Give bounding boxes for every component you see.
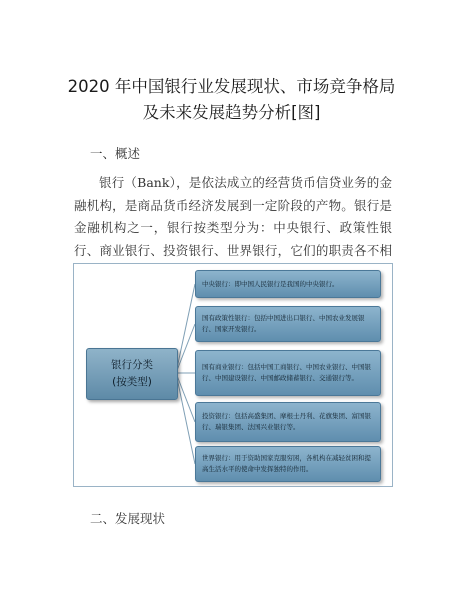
section-heading-overview: 一、概述	[90, 146, 141, 161]
node-commercial-bank	[195, 350, 381, 396]
root-node	[86, 348, 178, 400]
node-investment-bank	[195, 402, 381, 442]
node-policy-bank	[195, 306, 381, 342]
article-title	[40, 74, 423, 126]
node-text: 国有商业银行：包括中国工商银行、中国农业银行、中国银行、中国建设银行、中国邮政储蓄银行、交通银行等。	[202, 363, 371, 382]
title-line-1: 2020 年中国银行业发展现状、市场竞争格局	[67, 77, 396, 96]
node-central-bank	[195, 270, 381, 298]
connector-line	[176, 284, 195, 373]
bank-classification-diagram	[73, 263, 393, 487]
node-world-bank	[195, 446, 381, 482]
root-node-line-1: 银行分类	[111, 359, 153, 371]
connector-line	[176, 373, 195, 464]
title-line-2: 及未来发展趋势分析[图]	[142, 103, 321, 122]
connector-line	[176, 373, 195, 422]
node-text: 中央银行：即中国人民银行是我国的中央银行。	[202, 279, 339, 288]
node-text: 世界银行：用于资助国家克服穷困，各机构在减轻贫困和提高生活水平的使命中发挥独特的作用。	[202, 454, 371, 473]
section-heading-development: 二、发展现状	[90, 511, 166, 526]
connector-line	[176, 324, 195, 373]
node-text: 投资银行：包括高盛集团、摩根士丹利、花旗集团、富国银行、瑞银集团、法国兴业银行等。	[202, 412, 371, 431]
paragraph-text: 银行（Bank），是依法成立的经营货币信贷业务的金融机构，是商品货币经济发展到一定阶段的产物。银行是金融机构之一，银行按类型分为：中央银行、政策性银行、商业银行、投资银行、世界银行，它们的职责各不相	[74, 175, 392, 258]
node-text: 国有政策性银行：包括中国进出口银行、中国农业发展银行、国家开发银行。	[202, 314, 365, 333]
root-node-line-2: (按类型)	[112, 376, 152, 388]
